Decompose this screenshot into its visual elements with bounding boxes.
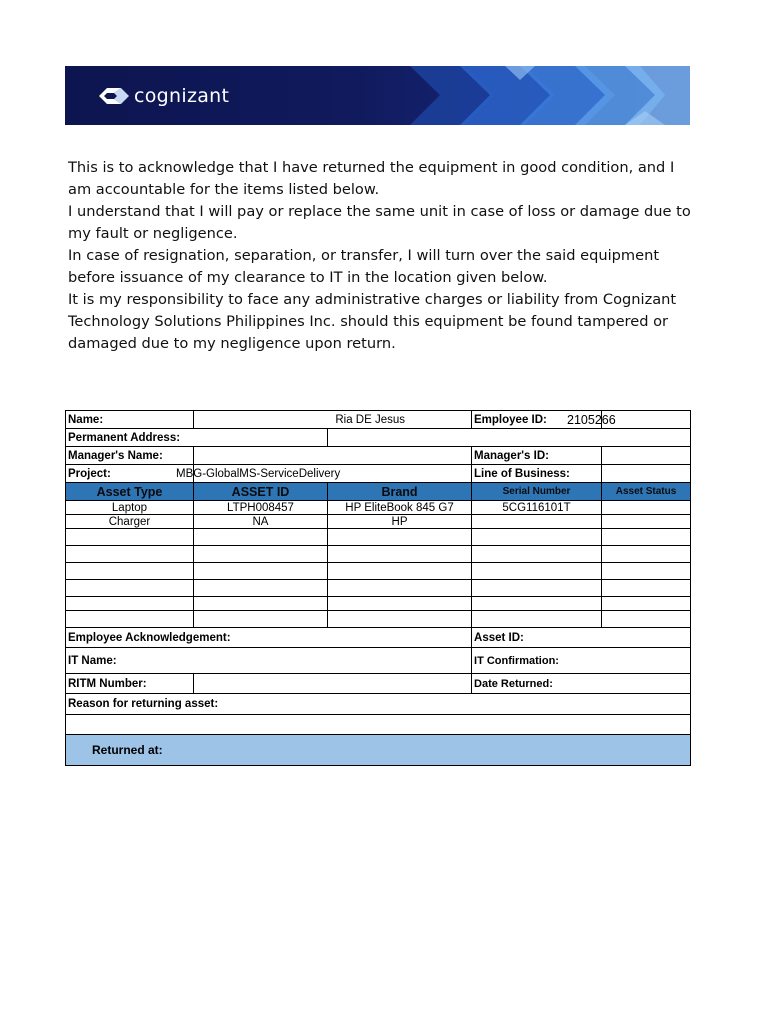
empty-cell[interactable] (472, 563, 602, 580)
empty-cell[interactable] (328, 580, 472, 597)
project-row (66, 465, 691, 483)
empty-cell[interactable] (66, 597, 194, 611)
header-asset-status: Asset Status (602, 483, 691, 501)
empty-cell[interactable] (328, 597, 472, 611)
asset-id-label: Asset ID: (472, 628, 691, 648)
header-asset-id: ASSET ID (194, 483, 328, 501)
project-text: MBG-GlobalMS-ServiceDelivery (176, 467, 341, 480)
managers-id-field[interactable] (602, 447, 691, 465)
empty-cell[interactable] (328, 611, 472, 628)
empty-cell[interactable] (66, 563, 194, 580)
cognizant-logo (97, 85, 229, 107)
cell-asset-id[interactable]: LTPH008457 (194, 501, 328, 515)
address-row (66, 429, 691, 447)
empty-cell[interactable] (328, 529, 472, 546)
cell-status[interactable] (602, 501, 691, 515)
empty-cell[interactable] (66, 529, 194, 546)
table-row (66, 529, 691, 546)
it-name-label: IT Name: (66, 648, 472, 674)
permanent-address-field[interactable] (328, 429, 691, 447)
employee-id-text: 2105266 (567, 412, 616, 427)
table-row (66, 580, 691, 597)
header-banner (65, 66, 690, 125)
cell-asset-id[interactable]: NA (194, 515, 328, 529)
employee-ack-row (66, 628, 691, 648)
project-label: Project: (66, 465, 194, 483)
table-row (66, 597, 691, 611)
asset-table-header (66, 483, 691, 501)
managers-name-field[interactable] (194, 447, 472, 465)
name-row (66, 411, 691, 429)
returned-at-row (66, 735, 691, 766)
it-name-row (66, 648, 691, 674)
cell-brand[interactable]: HP (328, 515, 472, 529)
acknowledgement-text (68, 157, 698, 355)
ack-paragraph: This is to acknowledge that I have returned the equipment in good condition, and I am accountable for the items listed below. (68, 159, 675, 198)
name-value[interactable]: Ria DE Jesus (194, 411, 472, 429)
cell-brand[interactable]: HP EliteBook 845 G7 (328, 501, 472, 515)
name-label: Name: (66, 411, 194, 429)
reason-field-row (66, 715, 691, 735)
reason-row (66, 694, 691, 715)
cell-asset-type[interactable]: Charger (66, 515, 194, 529)
ritm-label: RITM Number: (66, 674, 194, 694)
table-row (66, 546, 691, 563)
date-returned-label (472, 674, 691, 694)
empty-cell[interactable] (602, 580, 691, 597)
ritm-field[interactable] (194, 674, 472, 694)
employee-id-value[interactable] (567, 411, 691, 429)
empty-cell[interactable] (194, 611, 328, 628)
empty-cell[interactable] (472, 529, 602, 546)
empty-cell[interactable] (66, 611, 194, 628)
empty-cell[interactable] (472, 597, 602, 611)
it-confirmation-label (472, 648, 691, 674)
empty-cell[interactable] (66, 546, 194, 563)
empty-cell[interactable] (328, 563, 472, 580)
empty-cell[interactable] (194, 529, 328, 546)
project-value[interactable] (176, 465, 472, 483)
cell-status[interactable] (602, 515, 691, 529)
header-serial-number: Serial Number (472, 483, 602, 501)
manager-row (66, 447, 691, 465)
empty-cell[interactable] (472, 546, 602, 563)
empty-cell[interactable] (602, 597, 691, 611)
table-row (66, 563, 691, 580)
cell-serial[interactable] (472, 515, 602, 529)
reason-label: Reason for returning asset: (66, 694, 691, 715)
date-returned-text: Date Returned: (474, 677, 553, 690)
managers-id-label: Manager's ID: (472, 447, 602, 465)
ack-paragraph: I understand that I will pay or replace the same unit in case of loss or damage due to my fault or negligence. (68, 203, 691, 242)
empty-cell[interactable] (472, 580, 602, 597)
empty-cell[interactable] (194, 597, 328, 611)
ack-paragraph: In case of resignation, separation, or transfer, I will turn over the said equipment before issuance of my clearance to IT in the location given below. (68, 247, 660, 286)
returned-at-label[interactable]: Returned at: (66, 735, 691, 766)
empty-cell[interactable] (602, 611, 691, 628)
reason-field[interactable] (66, 715, 691, 735)
managers-name-label: Manager's Name: (66, 447, 194, 465)
header-brand: Brand (328, 483, 472, 501)
empty-cell[interactable] (194, 546, 328, 563)
table-row (66, 611, 691, 628)
cell-serial[interactable]: 5CG116101T (472, 501, 602, 515)
empty-cell[interactable] (66, 580, 194, 597)
equipment-return-form (65, 410, 691, 766)
empty-cell[interactable] (602, 546, 691, 563)
employee-id-label: Employee ID: (472, 411, 602, 429)
empty-cell[interactable] (602, 529, 691, 546)
empty-cell[interactable] (328, 546, 472, 563)
cognizant-logo-icon (97, 85, 131, 107)
line-of-business-label: Line of Business: (472, 465, 602, 483)
logo-text: cognizant (134, 85, 230, 107)
empty-cell[interactable] (194, 563, 328, 580)
empty-cell[interactable] (602, 563, 691, 580)
ritm-row (66, 674, 691, 694)
empty-cell[interactable] (472, 611, 602, 628)
ack-paragraph: It is my responsibility to face any administrative charges or liability from Cognizant Technology Solutions Philippines Inc. should this equipment be found tampered or damaged due to my negligence upon return. (68, 291, 677, 352)
line-of-business-field[interactable] (602, 465, 691, 483)
permanent-address-label: Permanent Address: (66, 429, 328, 447)
table-row (66, 501, 691, 515)
header-asset-type: Asset Type (66, 483, 194, 501)
employee-ack-label: Employee Acknowledgement: (66, 628, 472, 648)
empty-cell[interactable] (194, 580, 328, 597)
cell-asset-type[interactable]: Laptop (66, 501, 194, 515)
table-row (66, 515, 691, 529)
it-confirmation-text: IT Confirmation: (474, 654, 559, 667)
